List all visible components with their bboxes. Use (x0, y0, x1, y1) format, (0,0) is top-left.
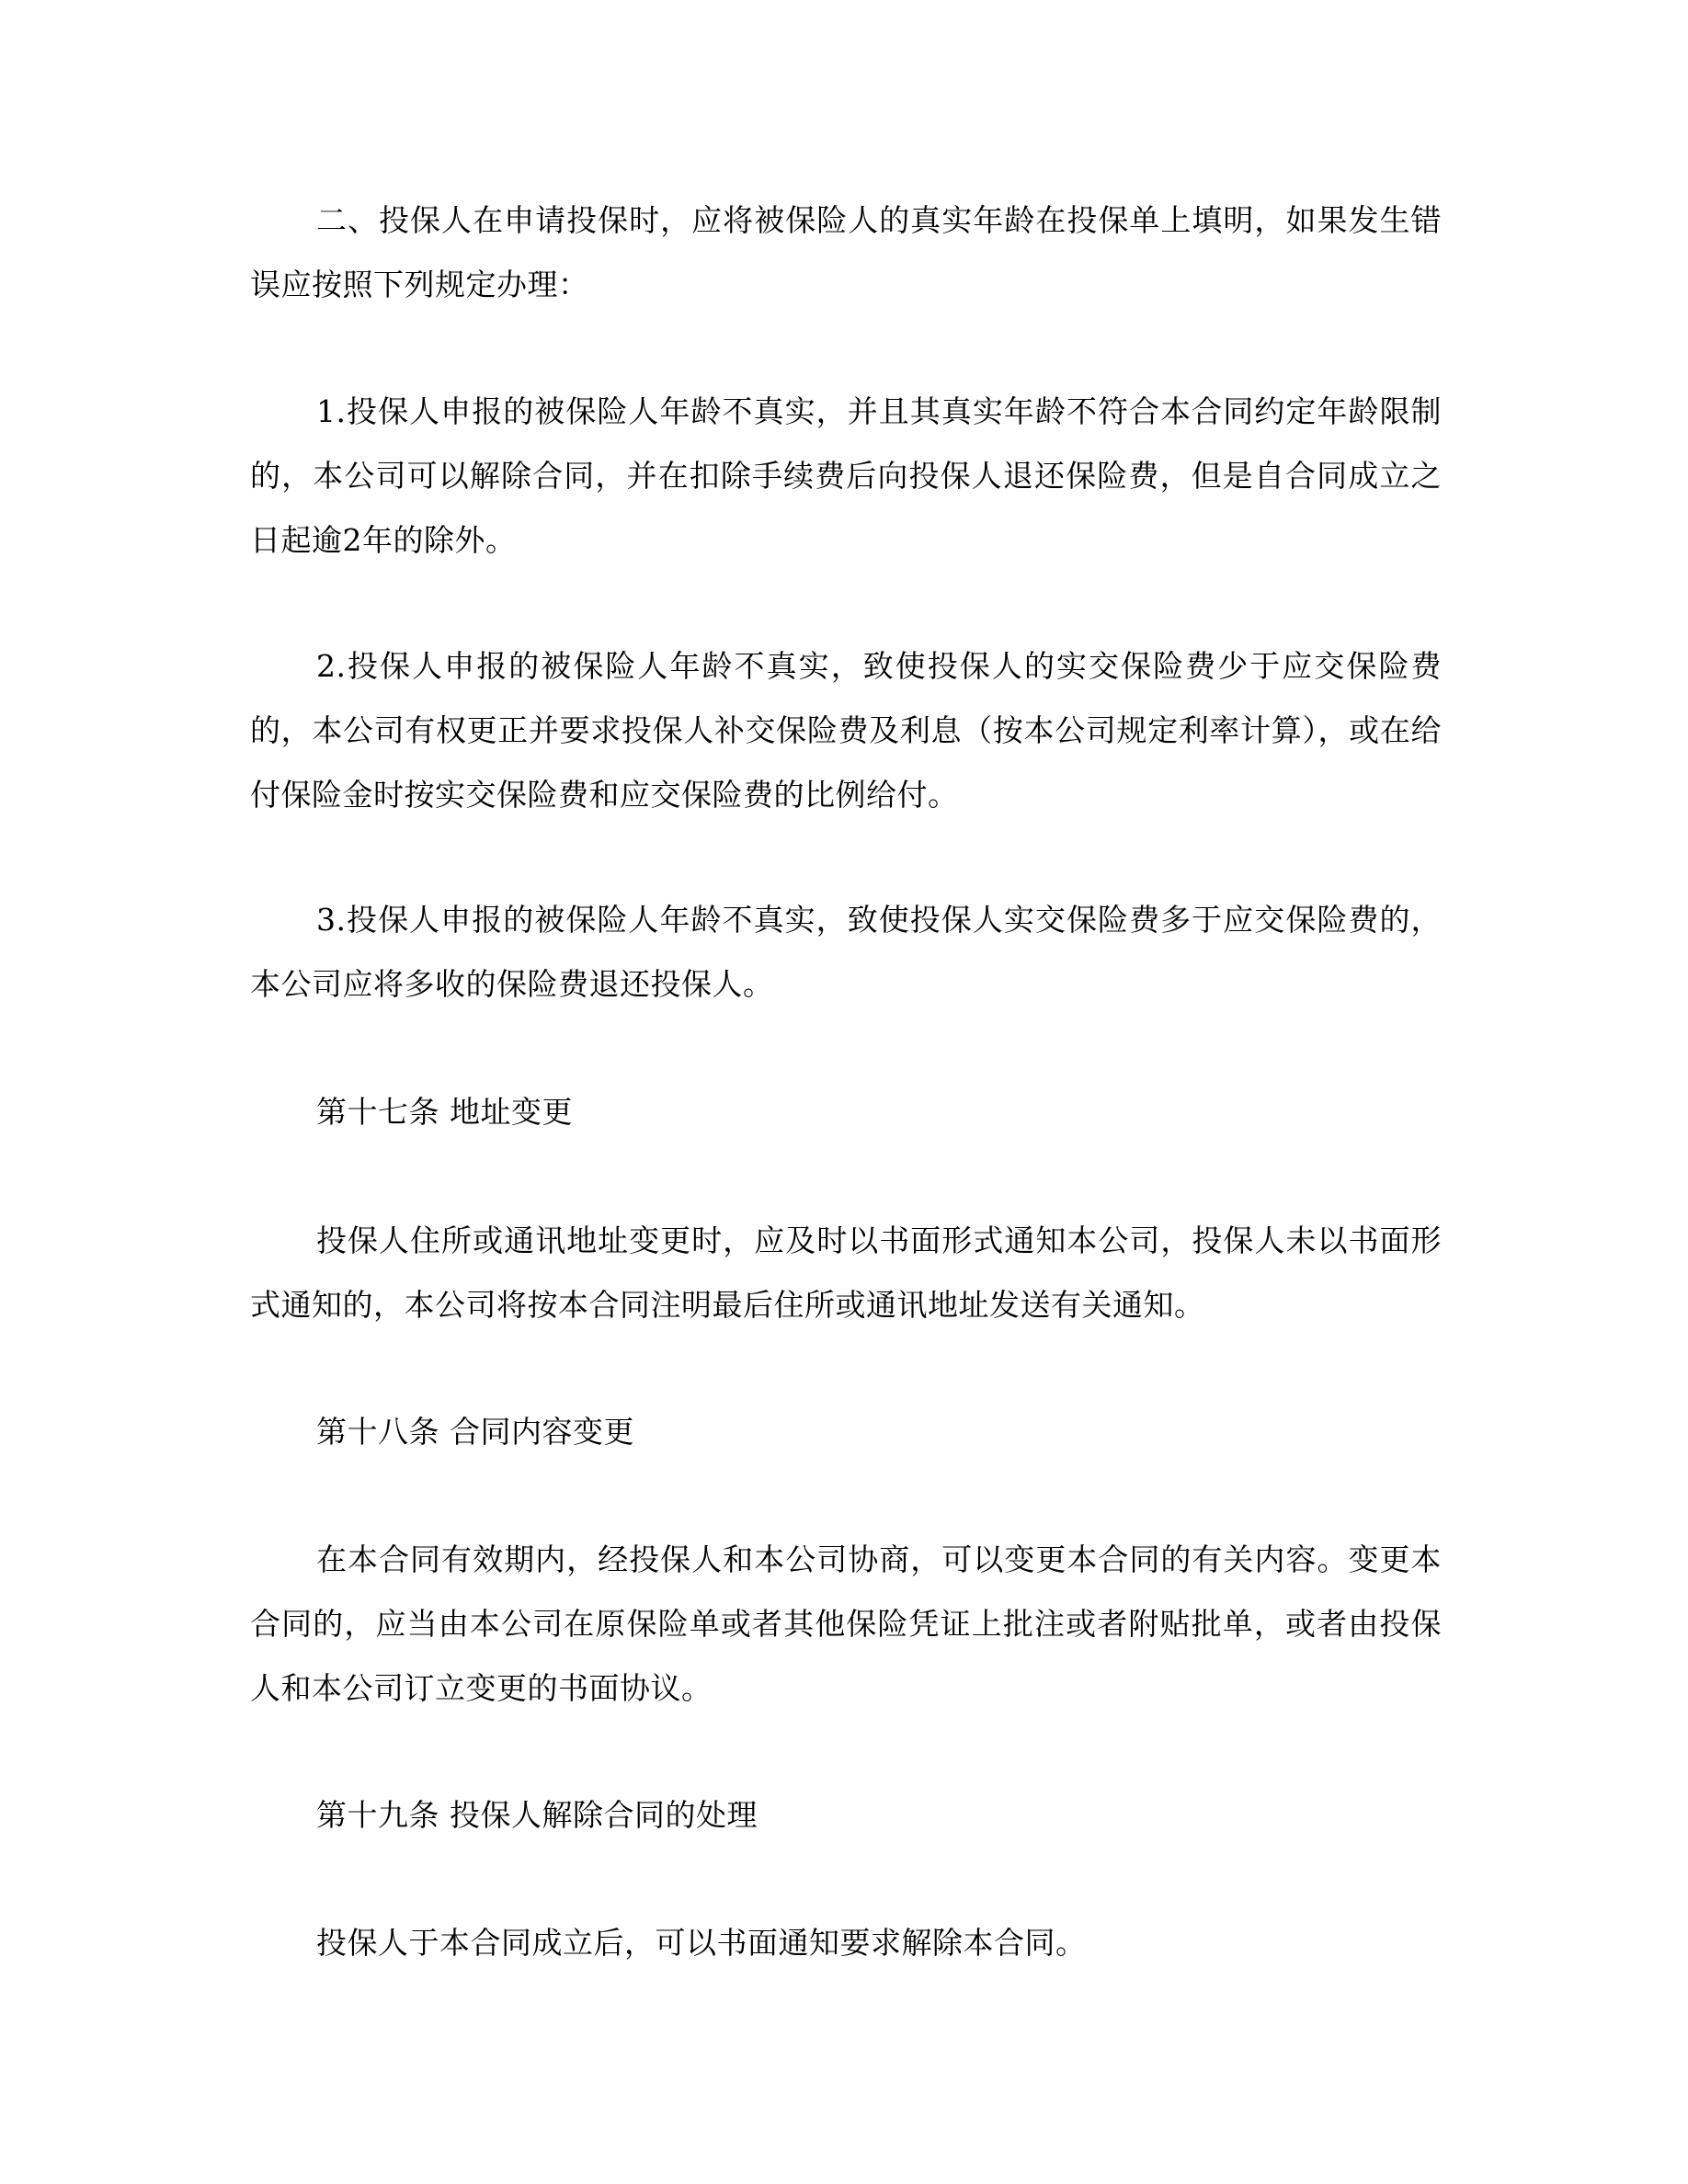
paragraph-article-18: 在本合同有效期内，经投保人和本公司协商，可以变更本合同的有关内容。变更本合同的，应当由本公司在原保险单或者其他保险凭证上批注或者附贴批单，或者由投保人和本公司订立变更的书面协议。 (250, 1541, 1442, 1706)
paragraph-age-declaration: 二、投保人在申请投保时，应将被保险人的真实年龄在投保单上填明，如果发生错误应按照下列规定办理： (250, 202, 1442, 302)
paragraph-article-17: 投保人住所或通讯地址变更时，应及时以书面形式通知本公司，投保人未以书面形式通知的，本公司将按本合同注明最后住所或通讯地址发送有关通知。 (250, 1223, 1442, 1323)
heading-article-17: 第十七条 地址变更 (316, 1094, 573, 1130)
paragraph-item-2: 2.投保人申报的被保险人年龄不真实，致使投保人的实交保险费少于应交保险费的，本公司有权更正并要求投保人补交保险费及利息（按本公司规定利率计算），或在给付保险金时按实交保险费和应交保险费的比例给付。 (250, 648, 1442, 813)
paragraph-item-1: 1.投保人申报的被保险人年龄不真实，并且其真实年龄不符合本合同约定年龄限制的，本公司可以解除合同，并在扣除手续费后向投保人退还保险费，但是自合同成立之日起逾2年的除外。 (250, 393, 1442, 558)
heading-article-19: 第十九条 投保人解除合同的处理 (316, 1797, 758, 1833)
heading-article-18: 第十八条 合同内容变更 (316, 1414, 634, 1450)
paragraph-item-3: 3.投保人申报的被保险人年龄不真实，致使投保人实交保险费多于应交保险费的，本公司应将多收的保险费退还投保人。 (250, 902, 1442, 1002)
paragraph-article-19: 投保人于本合同成立后，可以书面通知要求解除本合同。 (316, 1925, 1087, 1961)
